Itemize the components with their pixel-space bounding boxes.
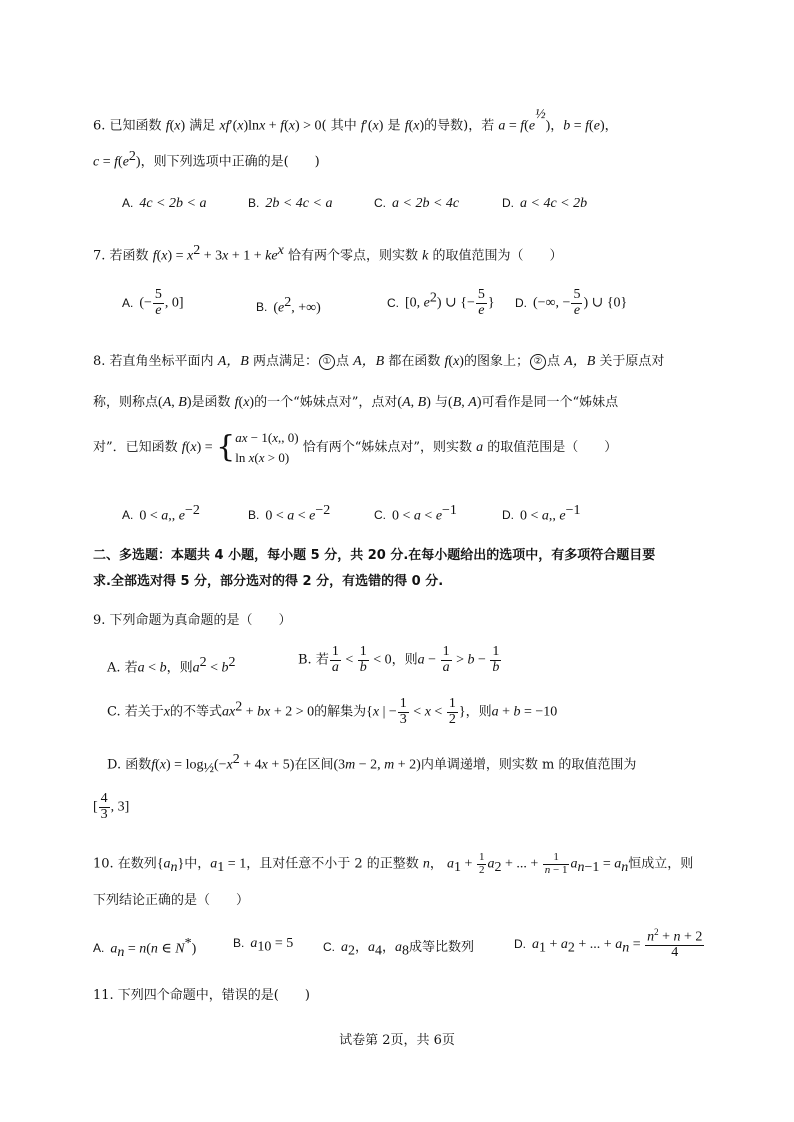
q6-line2: $c = f(e^2)$，则下列选项中正确的是( ) [93,149,320,170]
math: f [165,118,170,134]
q8-option-b[interactable]: B. $0 < a < e^{-2}$ [248,503,331,524]
q10-line1: 10. 在数列$\{a_n\}$中，$a_1 = 1$，且对任意不小于 2 的正整数 n， $a_1$ + $\frac{1}{2}$ $a_2$ + ... + $\frac{1}{n - 1}$ $a_{n-1} = a_n$恒成立，则 [93,851,694,876]
text: ，则下列选项中正确的是( ) [140,154,320,170]
q7-option-c[interactable]: C. [0, $e^2$) ∪ {− $\frac{5}{e}$ } [387,287,495,318]
q9-option-d-range: [ $\frac{4}{3}$ , 3] [93,791,130,822]
q10-line2: 下列结论正确的是（ ） [93,893,250,908]
q8-line3: 对”．已知函数 f(x) = { ax − 1(x,, 0) ln x(x > 0) 恰有两个“姊妹点对”，则实数 a 的取值范围是（ ） [93,429,618,465]
q9-option-c[interactable]: C. 若关于x的不等式$ax^2$ + bx + 2 > 0的解集为{x | − $\frac{1}{3}$ < x < $\frac{1}{2}$ }，则a + b = −10 [107,696,558,727]
text: 是 [387,118,401,134]
q6-option-c[interactable]: C. a < 2b < 4c [374,196,460,211]
q9-stem: 9. 下列命题为真命题的是（ ） [93,613,292,628]
q10-option-a[interactable]: A. $a_n = n(n$ ∈ N*) [93,936,197,960]
q6-line1: 6. 已知函数 f(x) 满足 xf′(x)lnx + f(x) > 0( 其中 f′(x) 是 f(x)的导数)，若 $a = f(e^{\frac{1}{2}})$，b = f(e)， [93,107,618,134]
q10-option-b[interactable]: B. $a_{10} = 5$ [233,936,294,955]
q7-option-b[interactable]: B. ($e^2$, +∞) [256,295,321,316]
q8-option-d[interactable]: D. 0 < a,, $e^{-1}$ [502,503,581,524]
q7-option-a[interactable]: A. (− $\frac{5}{e}$ , 0] [122,287,184,318]
q11-stem: 11. 下列四个命题中，错误的是( ) [93,988,310,1003]
q6-option-a[interactable]: A. 4c < 2b < a [122,196,207,211]
q7-stem: 7. 若函数 $f(x) = x^2 + 3x + 1 + ke^x$ 恰有两个零点，则实数 k 的取值范围为（ ） [93,243,563,264]
q7-option-d[interactable]: D. (−∞, − $\frac{5}{e}$ ) ∪ {0} [515,287,628,318]
page-footer: 试卷第 2页，共 6页 [339,1033,455,1048]
text: 满足 [189,118,216,134]
q6-prefix: 6. 已知函数 [93,118,162,134]
q6-option-b[interactable]: B. 2b < 4c < a [248,196,333,211]
q9-option-b[interactable]: B. 若 $\frac{1}{a}$ < $\frac{1}{b}$ < 0，则a − $\frac{1}{a}$ > b − $\frac{1}{b}$ [298,644,500,675]
section2-heading-cont: 求.全部选对得 5 分，部分选对的得 2 分，有选错的得 0 分. [93,574,444,589]
text: ( 其中 [321,118,357,134]
q9-option-a[interactable]: A. 若a < b，则$a^2 < b^2$ [107,655,236,676]
q9-option-d[interactable]: D. 函数$f(x) = \log_{\frac{1}{2}}(-x^2 + 4x + 5)$在区间(3m − 2, m + 2)内单调递增，则实数 m 的取值范围为 [107,752,637,776]
q10-option-c[interactable]: C. $a_2$，$a_4$，$a_8$成等比数列 [323,940,475,959]
q10-option-d[interactable]: D. $a_1 + a_2$ + ... + $a_n$ = $\frac{n^2 + n + 2}{4}$ [514,927,703,961]
q8-line2: 称，则称点(A, B)是函数 f(x)的一个“姊妹点对”，点对(A, B) 与(B, A)可看作是同一个“姊妹点 [93,395,619,410]
q8-line1: 8. 若直角坐标平面内 A，B 两点满足： ① 点 A，B 都在函数 f(x)的图象上； ② 点 A，B 关于原点对 [93,354,665,369]
section2-heading: 二、多选题：本题共 4 小题，每小题 5 分，共 20 分.在每小题给出的选项中，有多项符合题目要 [93,548,656,563]
q8-option-c[interactable]: C. $0 < a < e^{-1}$ [374,503,457,524]
q6-option-d[interactable]: D. a < 4c < 2b [502,196,588,211]
q8-option-a[interactable]: A. 0 < a,, $e^{-2}$ [122,503,200,524]
text: 的导数)，若 [424,118,495,134]
